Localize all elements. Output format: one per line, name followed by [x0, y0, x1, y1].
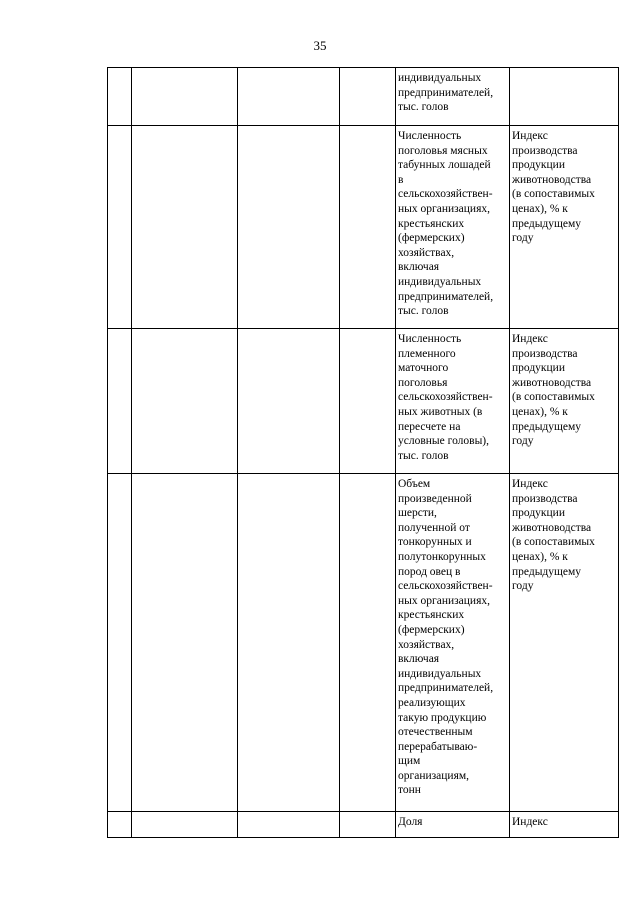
- cell-index: [510, 474, 619, 812]
- cell-index: [510, 329, 619, 474]
- cell-blank: [340, 812, 396, 838]
- cell-blank: [340, 474, 396, 812]
- cell-index-text: Индекс производства продукции животноводства (в сопоставимых ценах), % к предыдущему году: [512, 333, 595, 448]
- cell-blank: [132, 474, 238, 812]
- cell-index: [510, 126, 619, 329]
- cell-indicator-text: индивидуальных предпринимателей, тыс. голов: [398, 72, 494, 114]
- cell-indicator-text: Доля: [398, 816, 423, 828]
- table-row: [108, 812, 619, 838]
- table-row: [108, 474, 619, 812]
- table-row: [108, 329, 619, 474]
- cell-number: [108, 126, 132, 329]
- cell-blank: [238, 474, 340, 812]
- cell-indicator-text: Численность поголовья мясных табунных лошадей в сельскохозяйствен- ных организациях, крестьянских (фермерских) хозяйствах, включая индивидуальных предпринимателей, тыс. голов: [398, 130, 494, 318]
- cell-blank: [132, 812, 238, 838]
- cell-blank: [340, 126, 396, 329]
- cell-indicator: [396, 68, 510, 126]
- indicators-table: [107, 67, 619, 838]
- cell-index-text: Индекс производства продукции животноводства (в сопоставимых ценах), % к предыдущему году: [512, 478, 595, 593]
- table-body: [108, 68, 619, 838]
- cell-index: [510, 68, 619, 126]
- cell-indicator-text: Численность племенного маточного поголовья сельскохозяйствен- ных животных (в пересчете на условные головы), тыс. голов: [398, 333, 493, 462]
- cell-indicator: [396, 474, 510, 812]
- cell-number: [108, 474, 132, 812]
- cell-indicator-text: Объем произведенной шерсти, полученной от тонкорунных и полутонкорунных пород овец в сельскохозяйствен- ных организациях, крестьянских (фермерских) хозяйствах, включая индивидуальных предпринимателей, реализующих такую продукцию отечественным перерабатываю- щим организациям, тонн: [398, 478, 494, 797]
- cell-number: [108, 812, 132, 838]
- cell-number: [108, 68, 132, 126]
- table-row: [108, 68, 619, 126]
- cell-index-text: Индекс: [512, 816, 548, 828]
- table-row: [108, 126, 619, 329]
- cell-blank: [238, 68, 340, 126]
- page-number: 35: [313, 38, 327, 53]
- cell-blank: [340, 68, 396, 126]
- cell-blank: [132, 68, 238, 126]
- cell-blank: [132, 329, 238, 474]
- cell-indicator: [396, 329, 510, 474]
- cell-blank: [238, 812, 340, 838]
- cell-blank: [340, 329, 396, 474]
- cell-index-text: Индекс производства продукции животноводства (в сопоставимых ценах), % к предыдущему году: [512, 130, 595, 245]
- cell-blank: [238, 126, 340, 329]
- cell-index: [510, 812, 619, 838]
- cell-indicator: [396, 812, 510, 838]
- cell-blank: [132, 126, 238, 329]
- cell-indicator: [396, 126, 510, 329]
- cell-blank: [238, 329, 340, 474]
- cell-number: [108, 329, 132, 474]
